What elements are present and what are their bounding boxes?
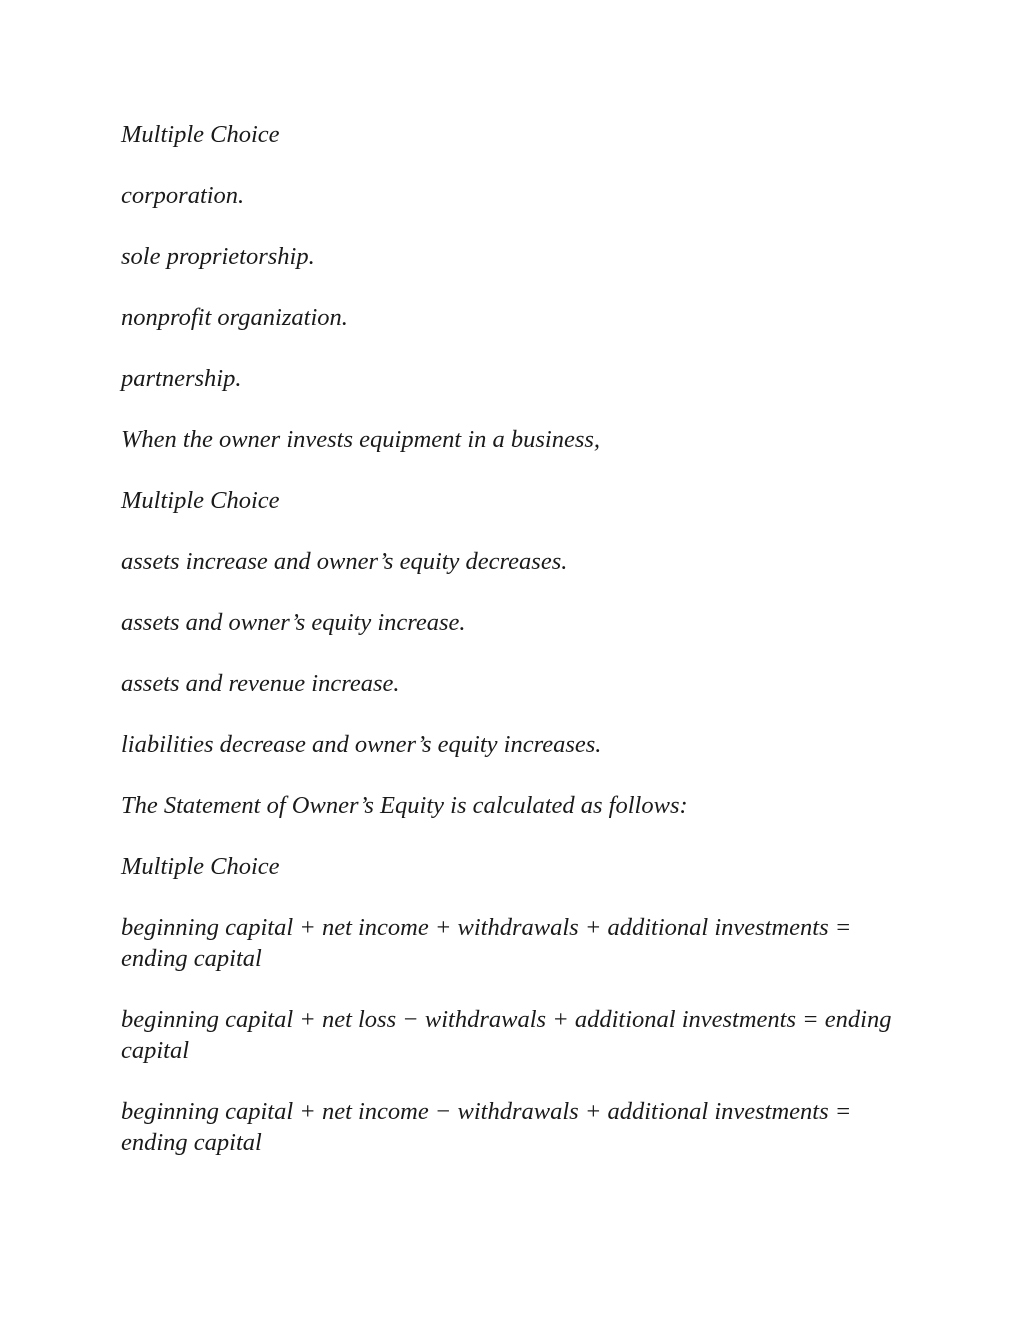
document-page — [121, 119, 911, 1188]
answer-option[interactable]: beginning capital + net income + withdrawals + additional investments = ending capital — [121, 914, 852, 972]
answer-option[interactable]: assets increase and owner’s equity decreases. — [121, 548, 568, 575]
multiple-choice-label: Multiple Choice — [121, 121, 280, 148]
answer-option[interactable]: liabilities decrease and owner’s equity increases. — [121, 731, 602, 758]
answer-option[interactable]: corporation. — [121, 182, 245, 209]
answer-option[interactable]: partnership. — [121, 365, 242, 392]
answer-option[interactable]: assets and revenue increase. — [121, 670, 400, 697]
multiple-choice-label: Multiple Choice — [121, 853, 280, 880]
answer-option[interactable]: nonprofit organization. — [121, 304, 348, 331]
question-text: When the owner invests equipment in a business, — [121, 426, 601, 453]
question-text: The Statement of Owner’s Equity is calculated as follows: — [121, 792, 688, 819]
answer-option[interactable]: beginning capital + net income − withdrawals + additional investments = ending capital — [121, 1098, 852, 1156]
answer-option[interactable]: sole proprietorship. — [121, 243, 315, 270]
answer-option[interactable]: beginning capital + net loss − withdrawals + additional investments = ending capital — [121, 1006, 892, 1064]
answer-option[interactable]: assets and owner’s equity increase. — [121, 609, 466, 636]
multiple-choice-label: Multiple Choice — [121, 487, 280, 514]
